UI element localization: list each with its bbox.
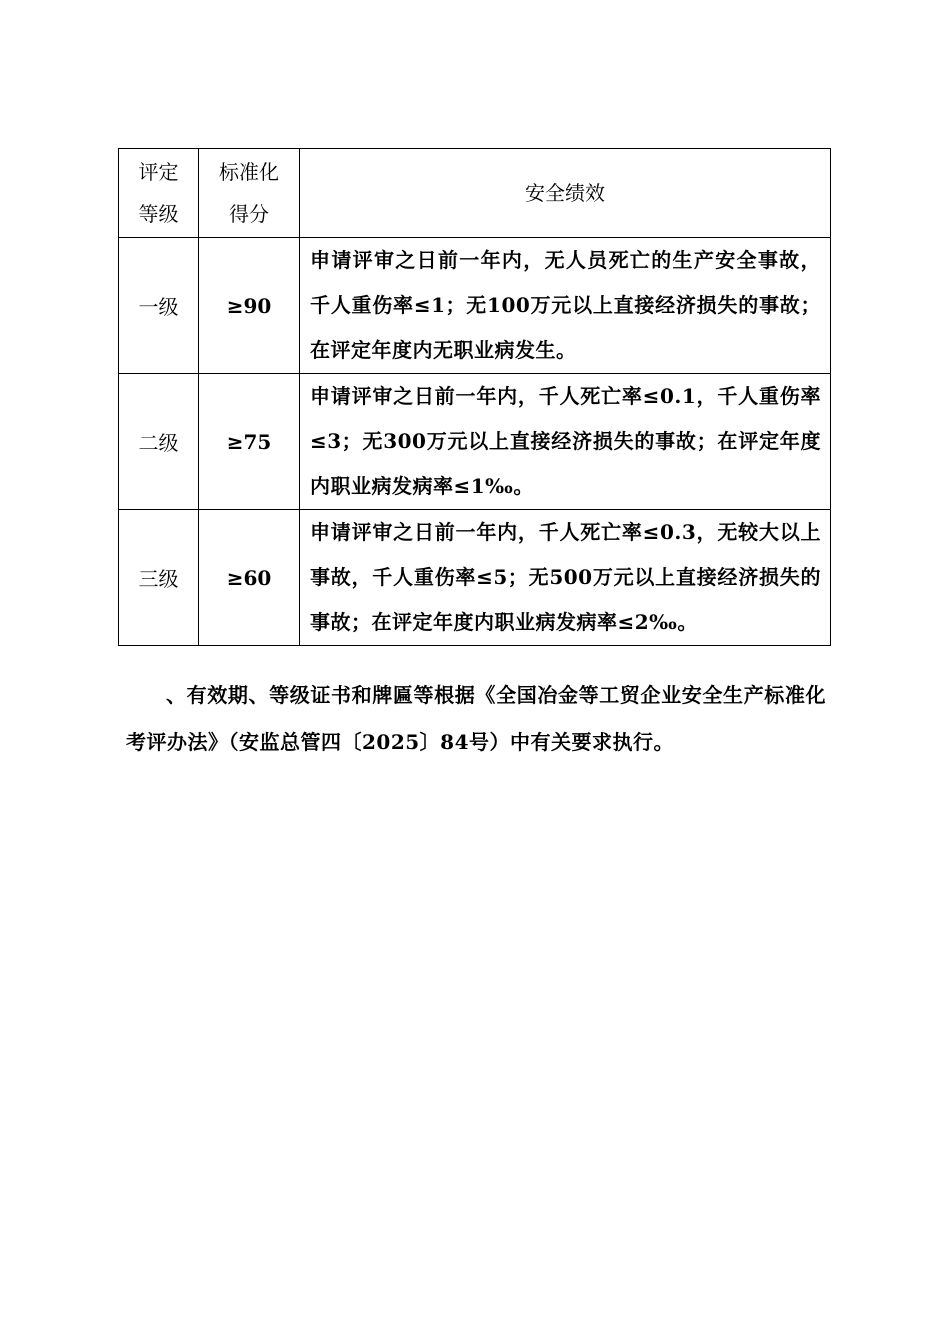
header-performance: 安全绩效 — [525, 181, 605, 205]
table-row — [119, 510, 831, 646]
header-score-cell — [199, 149, 300, 238]
score-value: ≥90 — [226, 293, 272, 318]
header-grade: 评定 等级 — [138, 160, 179, 226]
performance-text: 申请评审之日前一年内，无人员死亡的生产安全事故，千人重伤率≤1；无100万元以上直接经济损失的事故；在评定年度内无职业病发生。 — [310, 248, 821, 362]
header-grade-cell — [119, 149, 199, 238]
grade-label: 二级 — [138, 431, 179, 455]
grade-cell — [119, 374, 199, 510]
score-value: ≥60 — [226, 565, 272, 590]
grade-table — [118, 148, 831, 646]
table-header-row — [119, 149, 831, 238]
grade-cell — [119, 238, 199, 374]
header-score: 标准化 得分 — [219, 160, 279, 226]
performance-cell — [300, 510, 831, 646]
grade-label: 一级 — [138, 295, 179, 319]
performance-cell — [300, 238, 831, 374]
table-row — [119, 374, 831, 510]
grade-label: 三级 — [138, 567, 179, 591]
header-performance-cell — [300, 149, 831, 238]
score-cell — [199, 374, 300, 510]
score-value: ≥75 — [226, 429, 272, 454]
note-paragraph: 、有效期、等级证书和牌匾等根据《全国冶金等工贸企业安全生产标准化考评办法》（安监总管四〔2025〕84号）中有关要求执行。 — [126, 683, 826, 754]
grade-cell — [119, 510, 199, 646]
performance-text: 申请评审之日前一年内，千人死亡率≤0.3，无较大以上事故，千人重伤率≤5；无500万元以上直接经济损失的事故；在评定年度内职业病发病率≤2‰。 — [310, 520, 821, 634]
table-row — [119, 238, 831, 374]
score-cell — [199, 510, 300, 646]
performance-cell — [300, 374, 831, 510]
performance-text: 申请评审之日前一年内，千人死亡率≤0.1，千人重伤率≤3；无300万元以上直接经济损失的事故；在评定年度内职业病发病率≤1‰。 — [310, 384, 821, 498]
score-cell — [199, 238, 300, 374]
